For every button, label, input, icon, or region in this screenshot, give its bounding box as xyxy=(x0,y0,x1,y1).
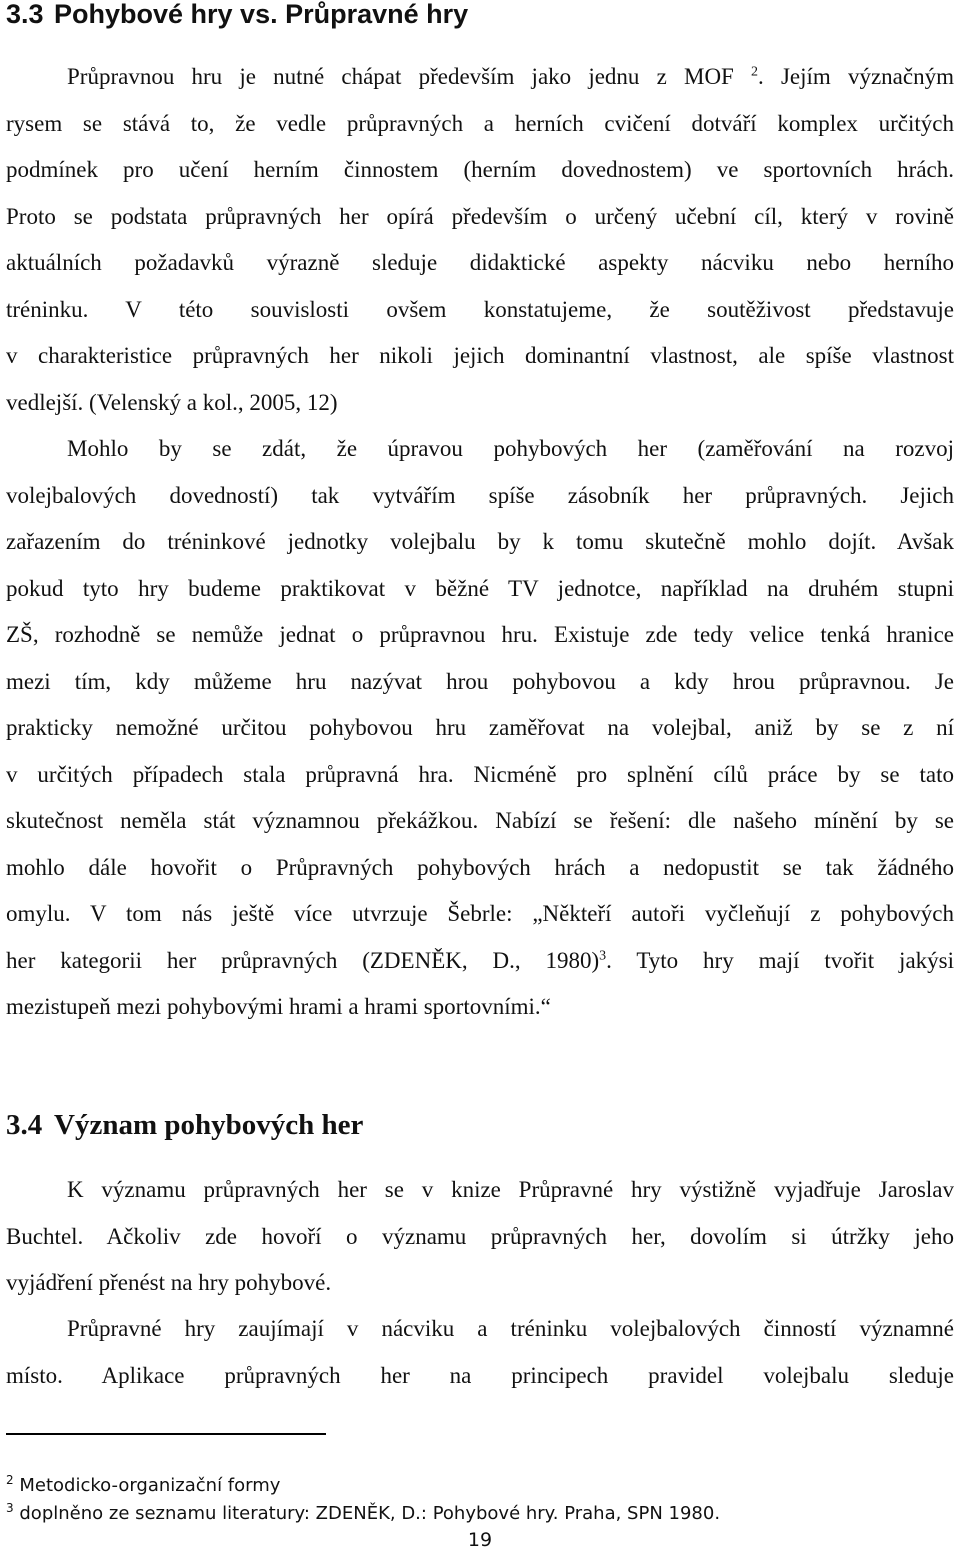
footnote-ref-3: 3 xyxy=(599,947,607,963)
text-line: v charakteristice průpravných her nikoli jejich dominantní vlastnost, ale spíše vlastnost xyxy=(6,343,954,368)
text-line: rysem se stává to, že vedle průpravných a herních cvičení dotváří komplex určitých xyxy=(6,110,954,136)
paragraph-4 xyxy=(6,1306,954,1399)
footnote-mark: 3 xyxy=(6,1501,14,1515)
footnote-3 xyxy=(6,1502,720,1526)
text-line: aktuálních požadavků výrazně sleduje didaktické aspekty nácviku nebo herního xyxy=(6,250,954,275)
paragraph-3 xyxy=(6,1167,954,1307)
text-line: Buchtel. Ačkoliv zde hovoří o významu průpravných her, dovolím si útržky jeho xyxy=(6,1223,954,1249)
text-line: skutečnost neměla stát významnou překážkou. Nabízí se řešení: dle našeho mínění by se xyxy=(6,808,954,833)
text-line xyxy=(6,938,954,985)
footnote-separator xyxy=(6,1433,326,1435)
text-line: v určitých případech stala průpravná hra. Nicméně pro splnění cílů práce by se tato xyxy=(6,761,954,787)
text-fragment: her kategorii her průpravných (ZDENĚK, D., 1980) xyxy=(6,947,600,973)
text-line xyxy=(6,54,954,101)
text-line: tréninku. V této souvislosti ovšem konstatujeme, že soutěživost představuje xyxy=(6,296,954,322)
section-heading-3-4 xyxy=(6,1103,363,1147)
text-fragment: Průpravnou hru je nutné chápat především jako jednu z MOF xyxy=(67,64,752,89)
text-line: mezistupeň mezi pohybovými hrami a hrami sportovními.“ xyxy=(6,994,551,1019)
section-number: 3.4 xyxy=(6,1109,43,1141)
section-title: Pohybové hry vs. Průpravné hry xyxy=(54,0,469,29)
text-line: vyjádření přenést na hry pohybové. xyxy=(6,1270,332,1295)
text-line: mohlo dále hovořit o Průpravných pohybových hrách a nedopustit se tak žádného xyxy=(6,854,954,880)
text-line: Mohlo by se zdát, že úpravou pohybových her (zaměřování na rozvoj xyxy=(67,436,954,461)
footnote-2 xyxy=(6,1474,280,1498)
text-line: místo. Aplikace průpravných her na principech pravidel volejbalu sleduje xyxy=(6,1362,954,1388)
text-line: K významu průpravných her se v knize Průpravné hry výstižně vyjadřuje Jaroslav xyxy=(67,1177,954,1202)
footnote-mark: 2 xyxy=(6,1473,14,1487)
text-line: volejbalových dovedností) tak vytvářím spíše zásobník her průpravných. Jejich xyxy=(6,482,954,508)
text-fragment: . Jejím význačným xyxy=(758,64,954,89)
footnote-text: Metodicko-organizační formy xyxy=(19,1475,281,1496)
text-line: pokud tyto hry budeme praktikovat v běžné TV jednotce, například na druhém stupni xyxy=(6,575,954,601)
section-number: 3.3 xyxy=(6,0,44,29)
page-number: 19 xyxy=(467,1529,493,1551)
footnote-ref-2: 2 xyxy=(751,64,759,80)
section-heading-3-3 xyxy=(6,0,468,34)
section-title: Význam pohybových her xyxy=(54,1109,364,1141)
text-line: podmínek pro učení herním činnostem (herním dovednostem) ve sportovních hrách. xyxy=(6,157,954,182)
paragraph-1 xyxy=(6,54,954,426)
text-line: omylu. V tom nás ještě více utvrzuje Šebrle: „Někteří autoři vyčleňují z pohybových xyxy=(6,901,954,926)
paragraph-2 xyxy=(6,426,954,1031)
text-line: vedlejší. (Velenský a kol., 2005, 12) xyxy=(6,389,338,415)
text-line: Průpravné hry zaujímají v nácviku a tréninku volejbalových činností významné xyxy=(67,1316,954,1341)
text-fragment: . Tyto hry mají tvořit jakýsi xyxy=(606,947,954,973)
text-line: ZŠ, rozhodně se nemůže jednat o průpravnou hru. Existuje zde tedy velice tenká hranice xyxy=(6,622,954,647)
text-line: zařazením do tréninkové jednotky volejbalu by k tomu skutečně mohlo dojít. Avšak xyxy=(6,529,954,554)
text-line: prakticky nemožné určitou pohybovou hru zaměřovat na volejbal, aniž by se z ní xyxy=(6,715,954,740)
text-line: mezi tím, kdy můžeme hru nazývat hrou pohybovou a kdy hrou průpravnou. Je xyxy=(6,668,954,694)
footnote-text: doplněno ze seznamu literatury: ZDENĚK, D.: Pohybové hry. Praha, SPN 1980. xyxy=(19,1503,721,1524)
text-line: Proto se podstata průpravných her opírá především o určený učební cíl, který v rovině xyxy=(6,203,954,229)
